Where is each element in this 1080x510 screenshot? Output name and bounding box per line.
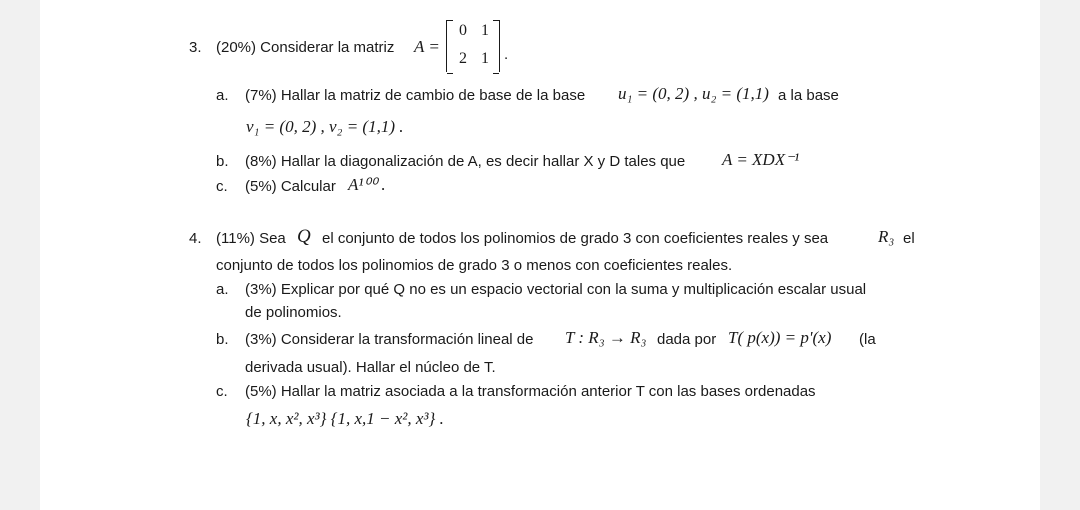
q3b-letter: b. xyxy=(216,153,229,170)
q3-matrix-lhs: A = xyxy=(414,37,440,56)
matrix-cell: 1 xyxy=(481,50,489,67)
q4-number: 4. xyxy=(189,230,202,247)
matrix-cell: 2 xyxy=(459,50,467,67)
q4b-formula: T( p(x)) = p'(x) xyxy=(728,328,832,347)
q4b-text1: (3%) Considerar la transformación lineal de xyxy=(245,331,534,348)
q3-intro: (20%) Considerar la matriz xyxy=(216,39,395,56)
q4c-letter: c. xyxy=(216,383,228,400)
q4b-map: T : R₃ → R₃ xyxy=(565,328,647,347)
q3a-basis-u: u₁ = (0, 2) , u₂ = (1,1) xyxy=(618,84,769,103)
q4b-line2: derivada usual). Hallar el núcleo de T. xyxy=(245,359,496,376)
q4-line1-a: (11%) Sea xyxy=(216,230,286,247)
q4-r3: R₃ xyxy=(878,227,895,246)
q3-period: . xyxy=(504,46,509,63)
q4a-line1: (3%) Explicar por qué Q no es un espacio vectorial con la suma y multiplicación escalar usual xyxy=(245,281,867,298)
q4-line1-c: el xyxy=(903,230,915,247)
q4-set-q: Q xyxy=(297,226,311,247)
document-page xyxy=(40,0,1040,510)
q3c-letter: c. xyxy=(216,178,228,195)
matrix-cell: 0 xyxy=(459,22,467,39)
q3a-text: (7%) Hallar la matriz de cambio de base de la base xyxy=(245,87,586,104)
q3-number: 3. xyxy=(189,39,202,56)
q4b-letter: b. xyxy=(216,331,229,348)
q3b-text: (8%) Hallar la diagonalización de A, es decir hallar X y D tales que xyxy=(245,153,686,170)
q4c-bases: {1, x, x², x³} {1, x,1 − x², x³} . xyxy=(246,409,444,428)
q4-line2: conjunto de todos los polinomios de grado 3 o menos con coeficientes reales. xyxy=(216,257,733,274)
q3a-basis-v: v₁ = (0, 2) , v₂ = (1,1) . xyxy=(246,117,404,136)
q3b-formula: A = XDX⁻¹ xyxy=(722,150,800,169)
q4b-text2: dada por xyxy=(657,331,717,348)
q4a-line2: de polinomios. xyxy=(245,304,342,321)
q4c-line1: (5%) Hallar la matriz asociada a la transformación anterior T con las bases ordenadas xyxy=(245,383,816,400)
q3c-text: (5%) Calcular xyxy=(245,178,336,195)
q3a-letter: a. xyxy=(216,87,229,104)
q4a-letter: a. xyxy=(216,281,229,298)
matrix-a xyxy=(446,20,500,72)
q4b-text3: (la xyxy=(859,331,876,348)
matrix-cell: 1 xyxy=(481,22,489,39)
q3c-formula: A¹⁰⁰ . xyxy=(348,175,386,194)
q4-line1-b: el conjunto de todos los polinomios de grado 3 con coeficientes reales y sea xyxy=(322,230,829,247)
q3a-text2: a la base xyxy=(778,87,839,104)
